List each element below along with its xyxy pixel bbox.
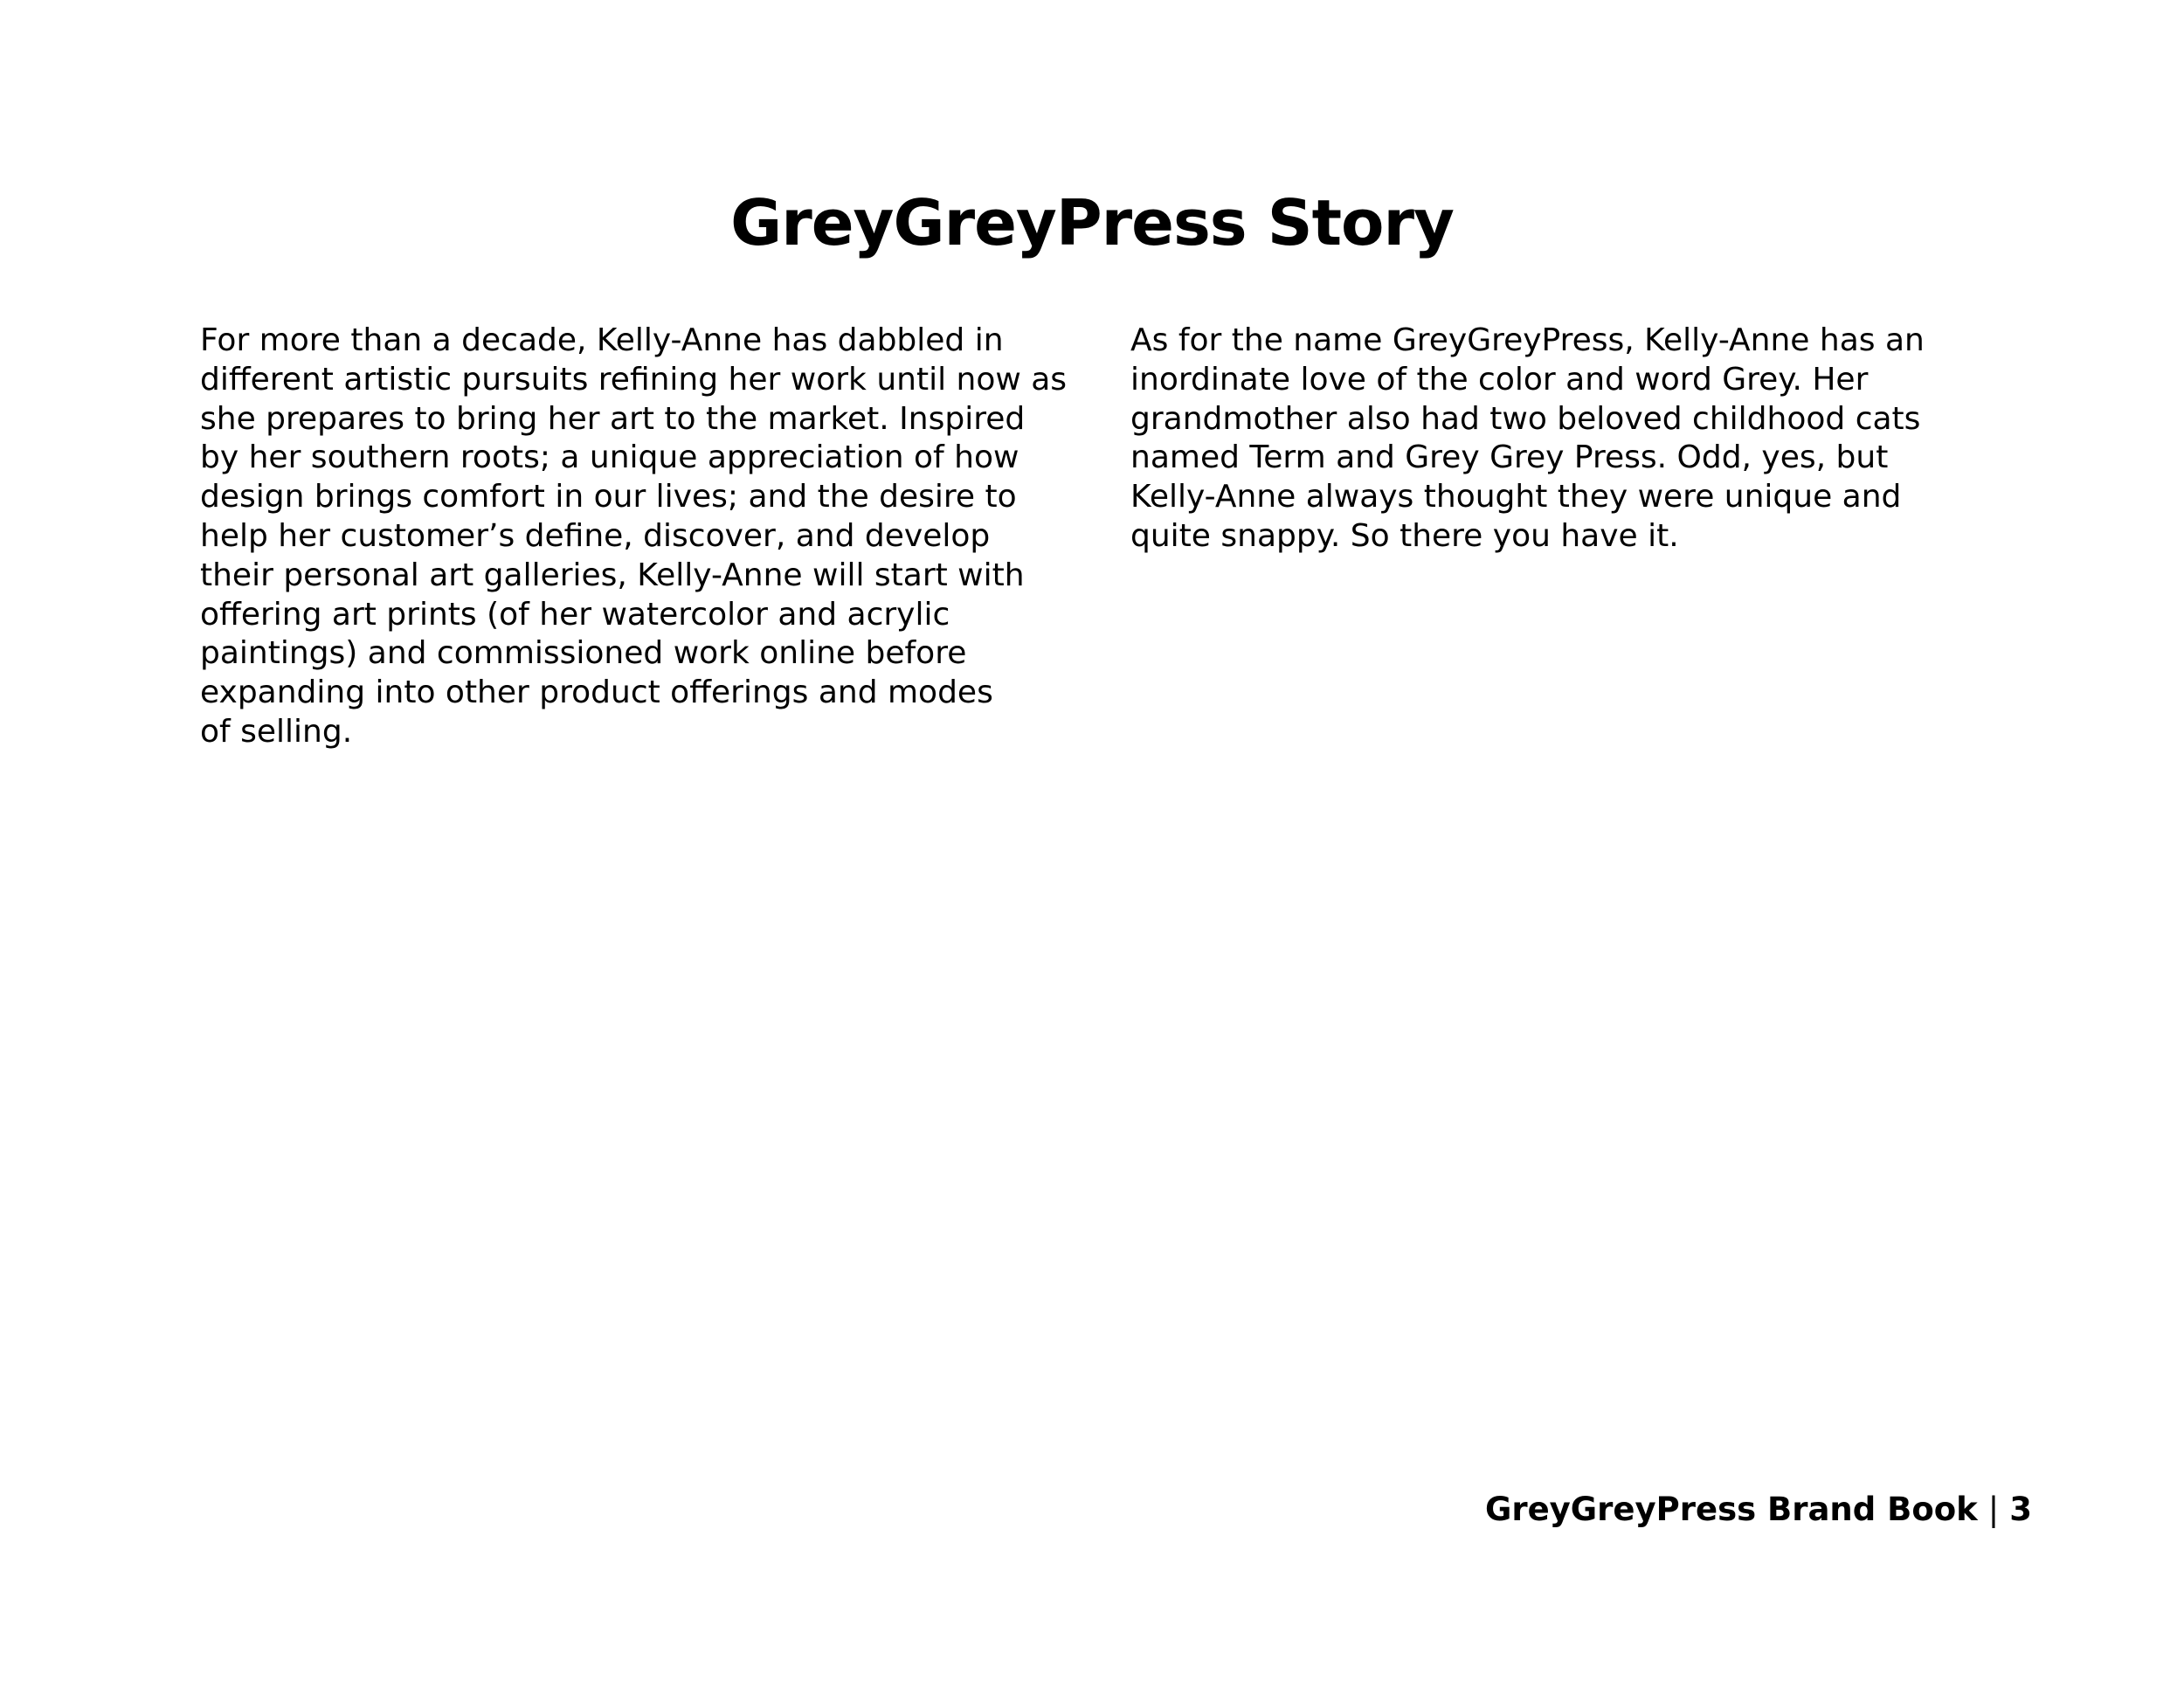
- paragraph-line: paintings) and commissioned work online before: [200, 635, 967, 672]
- paragraph-line: quite snappy. So there you have it.: [1130, 517, 1679, 554]
- footer-book-title: GreyGreyPress Brand Book: [1484, 1491, 1978, 1528]
- paragraph-line: help her customer’s define, discover, and develop: [200, 517, 991, 554]
- story-paragraph-right: [1130, 322, 2004, 557]
- page-number: 3: [2009, 1491, 2032, 1528]
- paragraph-line: by her southern roots; a unique appreciation of how: [200, 439, 1019, 476]
- story-paragraph-left: [200, 322, 1074, 752]
- paragraph-line: she prepares to bring her art to the market. Inspired: [200, 400, 1026, 437]
- paragraph-line: grandmother also had two beloved childhood cats: [1130, 400, 1921, 437]
- paragraph-line: different artistic pursuits refining her work until now as: [200, 361, 1068, 398]
- paragraph-line: inordinate love of the color and word Grey. Her: [1130, 361, 1869, 398]
- paragraph-line: Kelly-Anne always thought they were unique and: [1130, 479, 1902, 515]
- paragraph-line: named Term and Grey Grey Press. Odd, yes, but: [1130, 439, 1889, 476]
- page-title: GreyGreyPress Story: [730, 186, 1454, 259]
- paragraph-line: their personal art galleries, Kelly-Anne will start with: [200, 557, 1025, 593]
- paragraph-line: expanding into other product offerings and modes: [200, 675, 993, 711]
- paragraph-line: As for the name GreyGreyPress, Kelly-Anne has an: [1130, 322, 1925, 358]
- page-footer: [1485, 1485, 2032, 1534]
- paragraph-line: design brings comfort in our lives; and the desire to: [200, 479, 1017, 515]
- footer-separator: |: [1987, 1491, 2000, 1528]
- paragraph-line: offering art prints (of her watercolor and acrylic: [200, 596, 950, 633]
- paragraph-line: of selling.: [200, 713, 353, 750]
- paragraph-line: For more than a decade, Kelly-Anne has dabbled in: [200, 322, 1004, 358]
